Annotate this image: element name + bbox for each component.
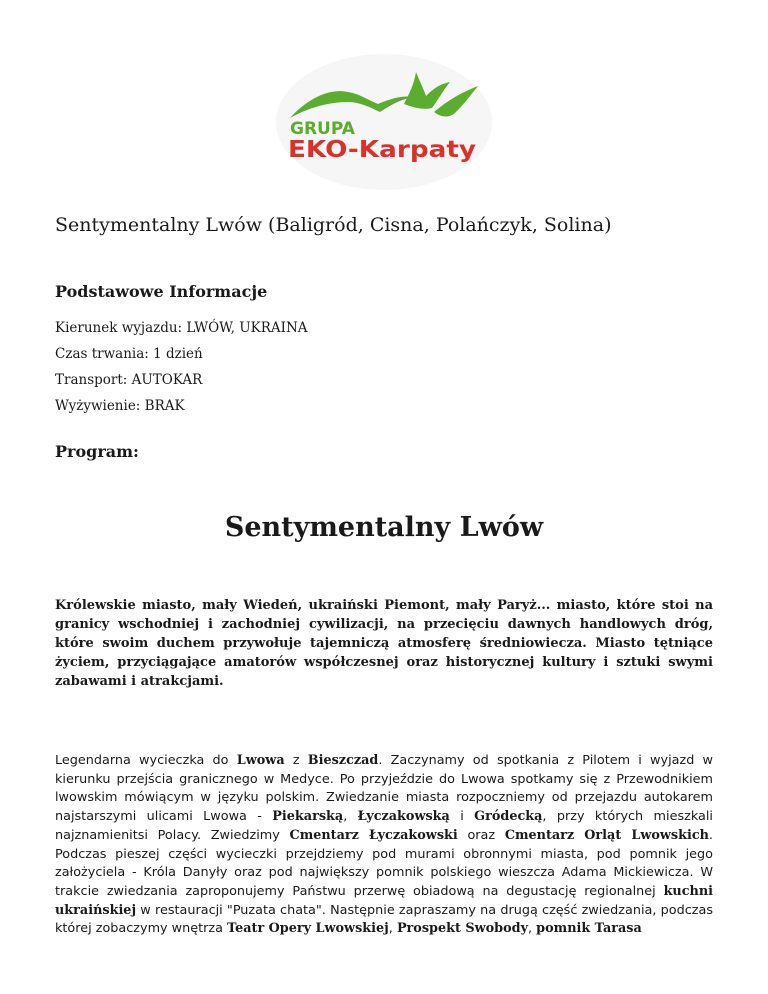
- highlight-cmentarz-orlat: Cmentarz Orląt Lwowskich: [504, 827, 709, 843]
- body-text: Legendarna wycieczka do: [55, 753, 237, 768]
- highlight-prospekt: Prospekt Swobody: [396, 921, 529, 937]
- highlight-cmentarz-lyczakowski: Cmentarz Łyczakowski: [289, 827, 458, 843]
- body-text: . Zaczynamy od spotkania z Pilotem i wyjazd w kierunku przejścia granicznego w Medyce. Po przyjeździe do Lwowa spotkamy się z Przewodnikiem lwowskim mówiącym w języku polskim. Zwiedzanie miasta rozpoczniemy od przejazdu autokarem najstarszymi ulicami Lwowa -: [55, 753, 714, 825]
- body-text: ,: [528, 921, 537, 937]
- body-text: , przy których mieszkali najznamienitsi Polacy. Zwiedzimy: [55, 809, 713, 843]
- highlight-pomnik: pomnik Tarasa: [536, 921, 642, 937]
- body-text: ,: [343, 809, 358, 825]
- info-transport: Transport: AUTOKAR: [55, 372, 203, 388]
- info-meals: Wyżywienie: BRAK: [55, 398, 185, 414]
- program-body: [55, 752, 713, 939]
- info-duration: Czas trwania: 1 dzień: [55, 346, 203, 362]
- program-title: Sentymentalny Lwów: [224, 512, 544, 543]
- program-intro: Królewskie miasto, mały Wiedeń, ukraiński Piemont, mały Paryż... miasto, które stoi na granicy wschodniej i zachodniej cywilizacji, na przecięciu dawnych handlowych dróg, które swoim duchem przywołuje tajemniczą atmosferę średniowiecza. Miasto tętniące życiem, przyciągające amatorów współczesnej oraz historycznej kultury i sztuki swymi zabawami i atrakcjami.: [55, 598, 713, 689]
- basic-info-heading: Podstawowe Informacje: [55, 282, 268, 301]
- highlight-piekarska: Piekarską: [272, 809, 344, 825]
- highlight-lyczakowska: Łyczakowską: [357, 809, 450, 825]
- body-text: oraz: [457, 827, 505, 843]
- logo-line1: GRUPA: [290, 119, 355, 139]
- body-text: . Podczas pieszej części wycieczki przejdziemy pod murami obronnymi miasta, pod pomnik jego założyciela - Króla Danyły oraz pod największy pomnik polskiego wieszcza Adama Mickiewicza. W trakcie zwiedzania zaproponujemy Państwu przerwę obiadową na degustację regionalnej: [55, 827, 713, 899]
- body-text: ,: [388, 921, 397, 937]
- highlight-grodecka: Gródecką: [474, 809, 543, 825]
- highlight-opera: Teatr Opery Lwowskiej: [227, 921, 389, 937]
- logo-line2: EKO-Karpaty: [288, 137, 477, 163]
- program-heading: Program:: [55, 442, 139, 461]
- info-direction: Kierunek wyjazdu: LWÓW, UKRAINA: [55, 320, 308, 336]
- body-text: i: [449, 809, 475, 825]
- highlight-lwow: Lwowa: [236, 753, 285, 768]
- trip-title: Sentymentalny Lwów (Baligród, Cisna, Polańczyk, Solina): [55, 214, 612, 236]
- highlight-bieszczady: Bieszczad: [307, 753, 379, 768]
- highlight-kuchnia: kuchni ukraińskiej: [55, 883, 713, 918]
- body-text: w restauracji "Puzata chata". Następnie zapraszamy na drugą część zwiedzania, podczas której zobaczymy wnętrza: [55, 902, 713, 937]
- logo: [268, 52, 500, 192]
- body-text: z: [284, 753, 308, 768]
